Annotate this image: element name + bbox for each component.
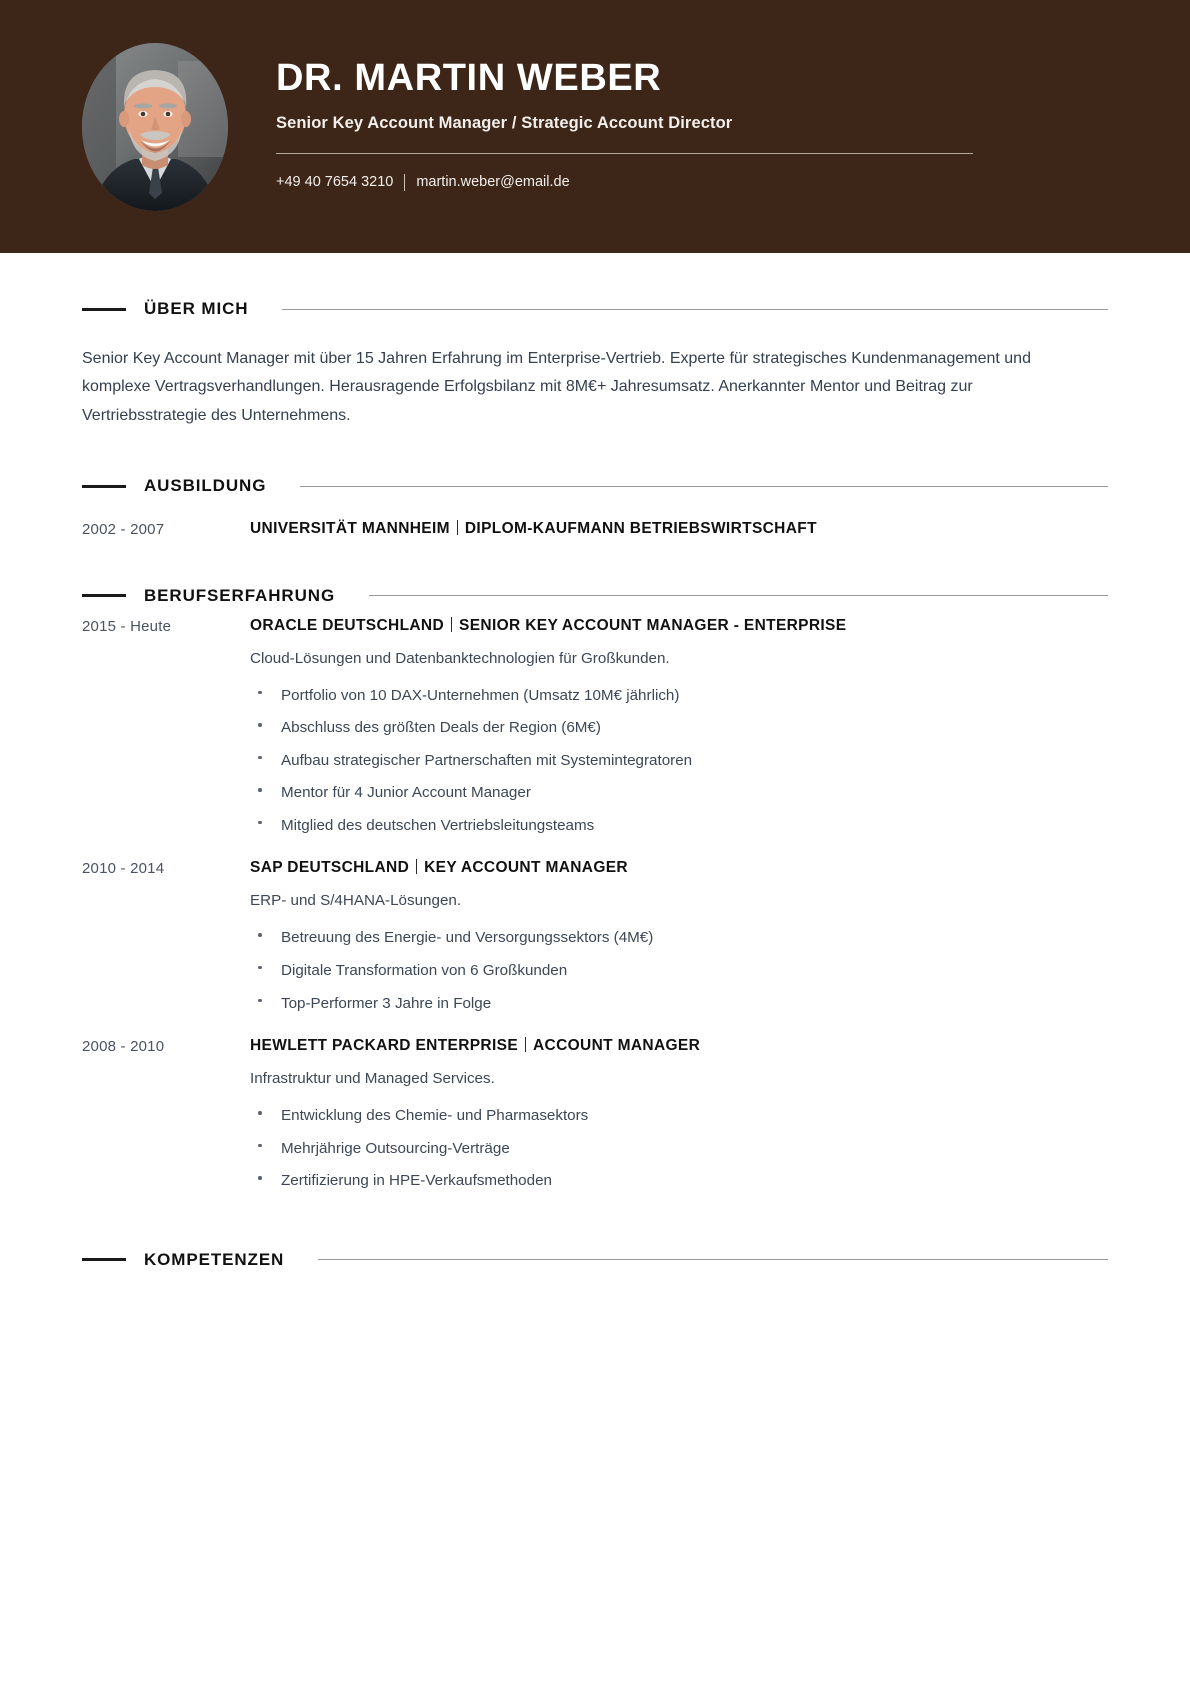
list-item <box>250 994 1108 1015</box>
contact-separator <box>404 174 405 191</box>
education-title <box>250 519 1108 539</box>
section-rule <box>300 486 1108 487</box>
section-header-experience <box>82 586 1108 606</box>
header-divider <box>276 153 973 154</box>
education-degree: DIPLOM-KAUFMANN BETRIEBSWIRTSCHAFT <box>464 520 817 538</box>
section-rule <box>318 1259 1108 1260</box>
bullet-dot-icon <box>258 756 262 760</box>
list-item <box>250 686 1108 707</box>
title-separator <box>451 617 452 632</box>
list-item <box>250 783 1108 804</box>
section-dash-icon <box>82 1258 126 1261</box>
bullet-dot-icon <box>258 966 262 970</box>
experience-description: Cloud-Lösungen und Datenbanktechnologien für Großkunden. <box>250 649 670 667</box>
experience-role: ACCOUNT MANAGER <box>533 1037 701 1055</box>
experience-details <box>250 858 1108 1026</box>
professional-headline: Senior Key Account Manager / Strategic Account Director <box>276 113 733 132</box>
title-separator <box>457 520 458 535</box>
bullet-text: Abschluss des größten Deals der Region (6M€) <box>281 719 601 737</box>
bullet-dot-icon <box>258 788 262 792</box>
list-item <box>250 1139 1108 1160</box>
portrait-photo-icon <box>82 43 228 211</box>
experience-entry <box>82 858 1108 1026</box>
bullet-dot-icon <box>258 1144 262 1148</box>
bullet-dot-icon <box>258 1111 262 1115</box>
bullet-text: Digitale Transformation von 6 Großkunden <box>281 961 568 979</box>
experience-dates: 2008 - 2010 <box>82 1038 165 1056</box>
section-dash-icon <box>82 485 126 488</box>
section-dash-icon <box>82 308 126 311</box>
bullet-dot-icon <box>258 933 262 937</box>
experience-bullet-list <box>250 1106 1108 1192</box>
bullet-dot-icon <box>258 691 262 695</box>
experience-entry <box>82 616 1108 849</box>
title-separator <box>416 859 417 874</box>
experience-title <box>250 616 1108 636</box>
bullet-text: Zertifizierung in HPE-Verkaufsmethoden <box>281 1172 552 1190</box>
section-title-skills: KOMPETENZEN <box>144 1249 285 1269</box>
bullet-dot-icon <box>258 821 262 825</box>
section-rule <box>282 309 1108 310</box>
title-separator <box>525 1037 526 1052</box>
experience-dates: 2010 - 2014 <box>82 860 165 878</box>
experience-description: Infrastruktur und Managed Services. <box>250 1070 495 1088</box>
bullet-text: Mentor für 4 Junior Account Manager <box>281 784 531 802</box>
experience-company: SAP DEUTSCHLAND <box>250 859 410 877</box>
section-rule <box>369 595 1108 596</box>
experience-details <box>250 1036 1108 1204</box>
page-title: DR. MARTIN WEBER <box>276 57 662 100</box>
bullet-text: Entwicklung des Chemie- und Pharmasektors <box>281 1107 589 1125</box>
experience-company: HEWLETT PACKARD ENTERPRISE <box>250 1037 519 1055</box>
list-item <box>250 1106 1108 1127</box>
email-address[interactable]: martin.weber@email.de <box>416 174 570 191</box>
section-title-about: ÜBER MICH <box>144 299 249 318</box>
experience-bullet-list <box>250 928 1108 1014</box>
section-header-education <box>82 476 1108 496</box>
bullet-text: Aufbau strategischer Partnerschaften mit Systemintegratoren <box>281 751 693 769</box>
bullet-text: Mehrjährige Outsourcing-Verträge <box>281 1139 510 1157</box>
bullet-dot-icon <box>258 1176 262 1180</box>
avatar <box>82 43 228 211</box>
section-dash-icon <box>82 594 126 597</box>
experience-dates: 2015 - Heute <box>82 617 172 635</box>
bullet-text: Mitglied des deutschen Vertriebsleitungsteams <box>281 816 595 834</box>
bullet-text: Top-Performer 3 Jahre in Folge <box>281 994 492 1012</box>
education-details <box>250 519 1108 539</box>
contact-line <box>276 174 1040 191</box>
list-item <box>250 928 1108 949</box>
section-title-education: AUSBILDUNG <box>144 476 267 496</box>
experience-description: ERP- und S/4HANA-Lösungen. <box>250 892 462 910</box>
about-summary-text: Senior Key Account Manager mit über 15 Jahren Erfahrung im Enterprise-Vertrieb. Experte für strategisches Kundenmanagement und komplexe Vertragsverhandlungen. Herausragende Erfolgsbilanz mit 8M€+ Jahresumsatz. Anerkannter Mentor und Beitrag zur Vertriebsstrategie des Unternehmens. <box>82 350 1031 424</box>
resume-header <box>0 0 1190 253</box>
header-text-block <box>276 58 1190 191</box>
experience-bullet-list <box>250 686 1108 837</box>
experience-title <box>250 858 1108 878</box>
experience-entry <box>82 1036 1108 1204</box>
list-item <box>250 961 1108 982</box>
experience-company: ORACLE DEUTSCHLAND <box>250 616 445 634</box>
list-item <box>250 1171 1108 1192</box>
experience-details <box>250 616 1108 849</box>
bullet-dot-icon <box>258 723 262 727</box>
experience-role: KEY ACCOUNT MANAGER <box>424 859 628 877</box>
section-header-about <box>82 299 1108 319</box>
education-entry <box>82 519 1108 539</box>
education-institution: UNIVERSITÄT MANNHEIM <box>250 520 450 538</box>
experience-title <box>250 1036 1108 1056</box>
section-title-experience: BERUFSERFAHRUNG <box>144 585 336 605</box>
section-header-skills <box>82 1250 1108 1270</box>
list-item <box>250 718 1108 739</box>
resume-body <box>0 299 1190 1270</box>
bullet-text: Betreuung des Energie- und Versorgungssektors (4M€) <box>281 929 654 947</box>
education-dates: 2002 - 2007 <box>82 521 165 539</box>
bullet-dot-icon <box>258 999 262 1003</box>
experience-role: SENIOR KEY ACCOUNT MANAGER - ENTERPRISE <box>459 616 847 634</box>
list-item <box>250 751 1108 772</box>
bullet-text: Portfolio von 10 DAX-Unternehmen (Umsatz 10M€ jährlich) <box>281 686 680 704</box>
list-item <box>250 816 1108 837</box>
phone-number[interactable]: +49 40 7654 3210 <box>276 174 394 191</box>
